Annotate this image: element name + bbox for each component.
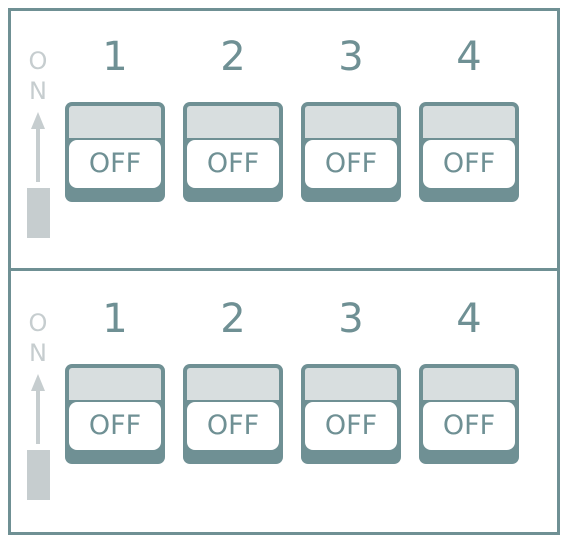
switch-number-2: 2 (220, 34, 246, 80)
on-label (24, 46, 52, 106)
switch-slot (187, 106, 279, 138)
dip-switch-bank-1 (0, 0, 569, 262)
on-position-marker (27, 188, 50, 238)
dip-switch-1[interactable] (65, 102, 165, 202)
switch-number-4: 4 (456, 34, 482, 80)
switch-state-label: OFF (88, 410, 142, 441)
on-label-letter-n: N (29, 77, 47, 105)
switch-slot (423, 106, 515, 138)
switch-slot (305, 368, 397, 400)
switch-state-label: OFF (324, 410, 378, 441)
switch-number-2: 2 (220, 296, 246, 342)
switch-number-3: 3 (338, 34, 364, 80)
dip-switch-4[interactable] (419, 102, 519, 202)
switch-number-1: 1 (102, 34, 128, 80)
up-arrow-icon (30, 112, 46, 182)
dip-switch-1[interactable] (65, 364, 165, 464)
on-label-letter-o: O (28, 47, 48, 75)
on-position-marker (27, 450, 50, 500)
on-label-letter-n: N (29, 339, 47, 367)
switch-state-label: OFF (206, 410, 260, 441)
switch-state-label: OFF (442, 148, 496, 179)
switch-slot (69, 106, 161, 138)
dip-switch-2[interactable] (183, 364, 283, 464)
switch-slot (423, 368, 515, 400)
on-label (24, 308, 52, 368)
switch-state-label: OFF (206, 148, 260, 179)
switch-slot (69, 368, 161, 400)
switch-state-label: OFF (442, 410, 496, 441)
up-arrow-icon (30, 374, 46, 444)
switch-number-3: 3 (338, 296, 364, 342)
on-label-letter-o: O (28, 309, 48, 337)
switch-slot (305, 106, 397, 138)
dip-switch-3[interactable] (301, 102, 401, 202)
dip-switch-4[interactable] (419, 364, 519, 464)
switch-number-4: 4 (456, 296, 482, 342)
switch-slot (187, 368, 279, 400)
switch-state-label: OFF (88, 148, 142, 179)
switch-number-1: 1 (102, 296, 128, 342)
switch-state-label: OFF (324, 148, 378, 179)
dip-switch-bank-2 (0, 262, 569, 524)
dip-switch-2[interactable] (183, 102, 283, 202)
dip-switch-3[interactable] (301, 364, 401, 464)
